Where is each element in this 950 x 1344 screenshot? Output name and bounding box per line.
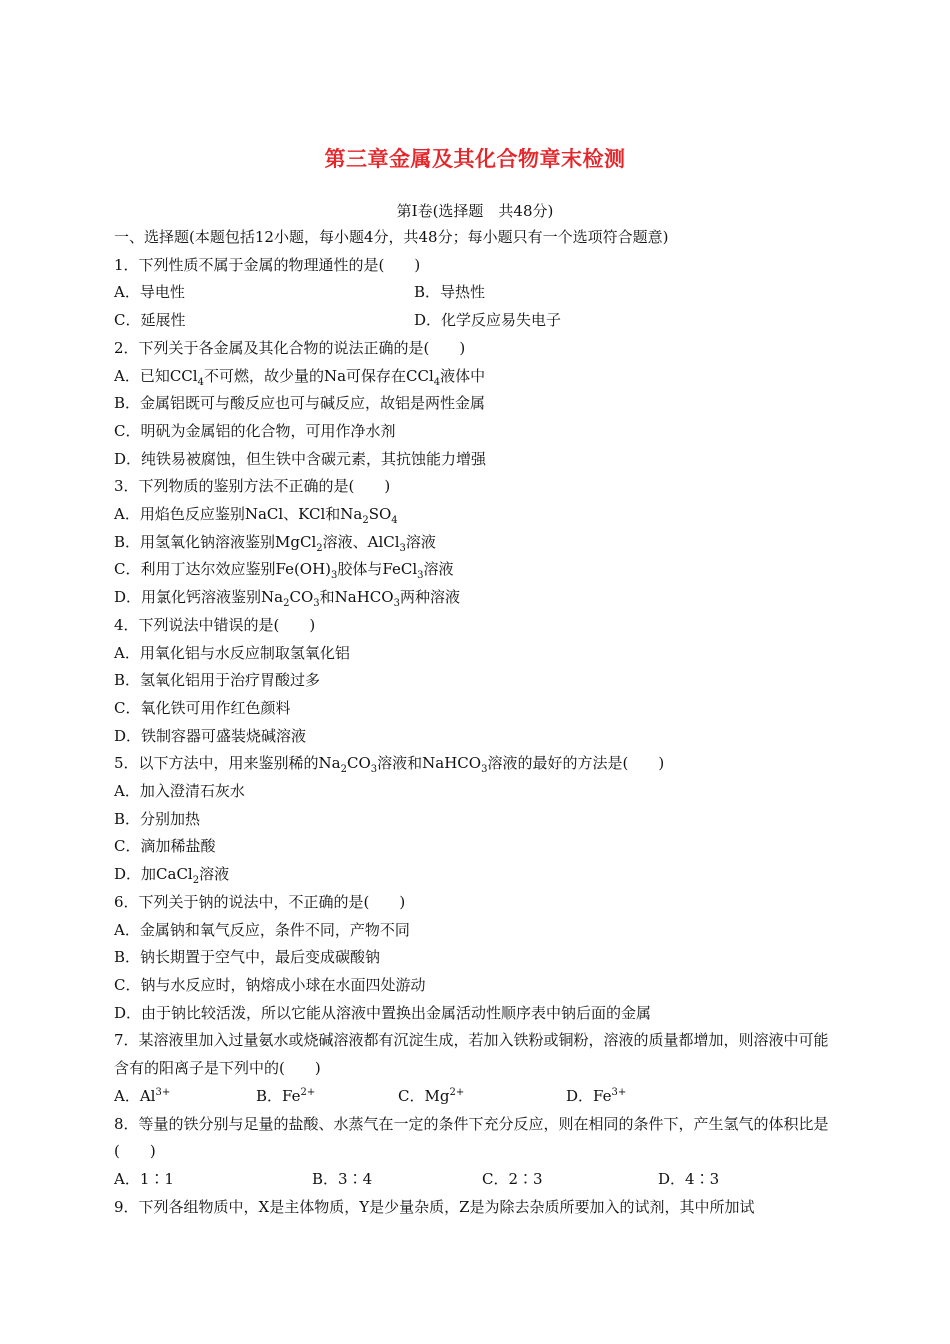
question-7-option-d: D．$Fe^{3+}$ [566,1086,627,1105]
question-6-option-d: D．由于钠比较活泼，所以它能从溶液中置换出金属活动性顺序表中钠后面的金属 [114,1003,652,1022]
question-4-option-c: C．氧化铁可用作红色颜料 [114,698,291,717]
question-8-options [114,1166,839,1194]
question-5-stem: 5．以下方法中，用来鉴别稀的$Na_2CO_3$溶液和NaHCO$_3$溶液的最好的方法是( ) [114,754,665,776]
document-title: 第三章金属及其化合物章末检测 [324,146,626,171]
question-4-stem: 4．下列说法中错误的是( ) [114,615,316,634]
question-2-stem: 2．下列关于各金属及其化合物的说法正确的是( ) [114,338,466,357]
question-6-stem: 6．下列关于钠的说法中，不正确的是( ) [114,892,406,911]
question-8-option-a: A．1∶1 [114,1169,174,1188]
question-1-options-row-1 [114,279,839,307]
question-5-option-b: B．分别加热 [114,809,201,828]
question-1-option-a: A．导电性 [114,283,185,302]
question-4-option-b: B．氢氧化铝用于治疗胃酸过多 [114,671,321,690]
question-5-option-d: D．加CaCl$_2$溶液 [114,865,230,887]
question-3-stem: 3．下列物质的鉴别方法不正确的是( ) [114,477,391,496]
question-8-option-d: D．4∶3 [658,1169,720,1188]
question-list [114,224,839,1221]
question-7-option-b: B．$Fe^{2+}$ [256,1086,316,1105]
part-intro: 一、选择题(本题包括12小题，每小题4分，共48分；每小题只有一个选项符合题意) [114,228,669,246]
question-7-option-a: A．$Al^{3+}$ [114,1086,171,1105]
question-3-option-d: D．用氯化钙溶液鉴别$Na_2CO_3$和NaHCO$_3$两种溶液 [114,588,460,610]
question-8-option-c: C．2∶3 [482,1169,543,1188]
question-1-option-b: B．导热性 [414,283,486,302]
question-3-option-b: B．用氢氧化钠溶液鉴别MgCl$_2$溶液、AlCl$_3$溶液 [114,532,436,554]
question-2-option-c: C．明矾为金属铝的化合物，可用作净水剂 [114,421,396,440]
question-3-option-a: A．用焰色反应鉴别NaCl、KCl和$Na_2SO_4$ [114,505,398,527]
question-7-options [114,1083,839,1111]
question-2-option-b: B．金属铝既可与酸反应也可与碱反应，故铝是两性金属 [114,394,486,413]
question-6-option-a: A．金属钠和氧气反应，条件不同，产物不同 [114,920,410,939]
question-6-option-c: C．钠与水反应时，钠熔成小球在水面四处游动 [114,975,426,994]
question-4-option-a: A．用氧化铝与水反应制取氢氧化铝 [114,643,350,662]
section-heading: 第Ⅰ卷(选择题 共48分) [396,202,554,220]
question-2-option-a: A．已知CCl$_4$不可燃，故少量的Na可保存在CCl$_4$液体中 [114,366,486,388]
question-9-stem: 9．下列各组物质中，X是主体物质，Y是少量杂质，Z是为除去杂质所要加入的试剂，其中所加试 [114,1197,755,1216]
question-3-option-c: C．利用丁达尔效应鉴别$Fe(OH)_3$胶体与FeCl$_3$溶液 [114,560,454,582]
question-7-stem: 7．某溶液里加入过量氨水或烧碱溶液都有沉淀生成，若加入铁粉或铜粉，溶液的质量都增加，则溶液中可能含有的阳离子是下列中的( ) [114,1031,829,1078]
question-8-stem: 8．等量的铁分别与足量的盐酸、水蒸气在一定的条件下充分反应，则在相同的条件下，产生氢气的体积比是( ) [114,1114,829,1161]
question-6-option-b: B．钠长期置于空气中，最后变成碳酸钠 [114,948,381,967]
question-4-option-d: D．铁制容器可盛装烧碱溶液 [114,726,307,745]
question-1-stem: 1．下列性质不属于金属的物理通性的是( ) [114,255,421,274]
question-1-options-row-2 [114,307,839,335]
question-1-option-c: C．延展性 [114,311,186,330]
question-5-option-a: A．加入澄清石灰水 [114,782,245,801]
question-8-option-b: B．3∶4 [312,1169,373,1188]
question-1-option-d: D．化学反应易失电子 [414,311,562,330]
question-2-option-d: D．纯铁易被腐蚀，但生铁中含碳元素，其抗蚀能力增强 [114,449,487,468]
question-7-option-c: C．$Mg^{2+}$ [398,1086,465,1105]
question-5-option-c: C．滴加稀盐酸 [114,837,216,856]
